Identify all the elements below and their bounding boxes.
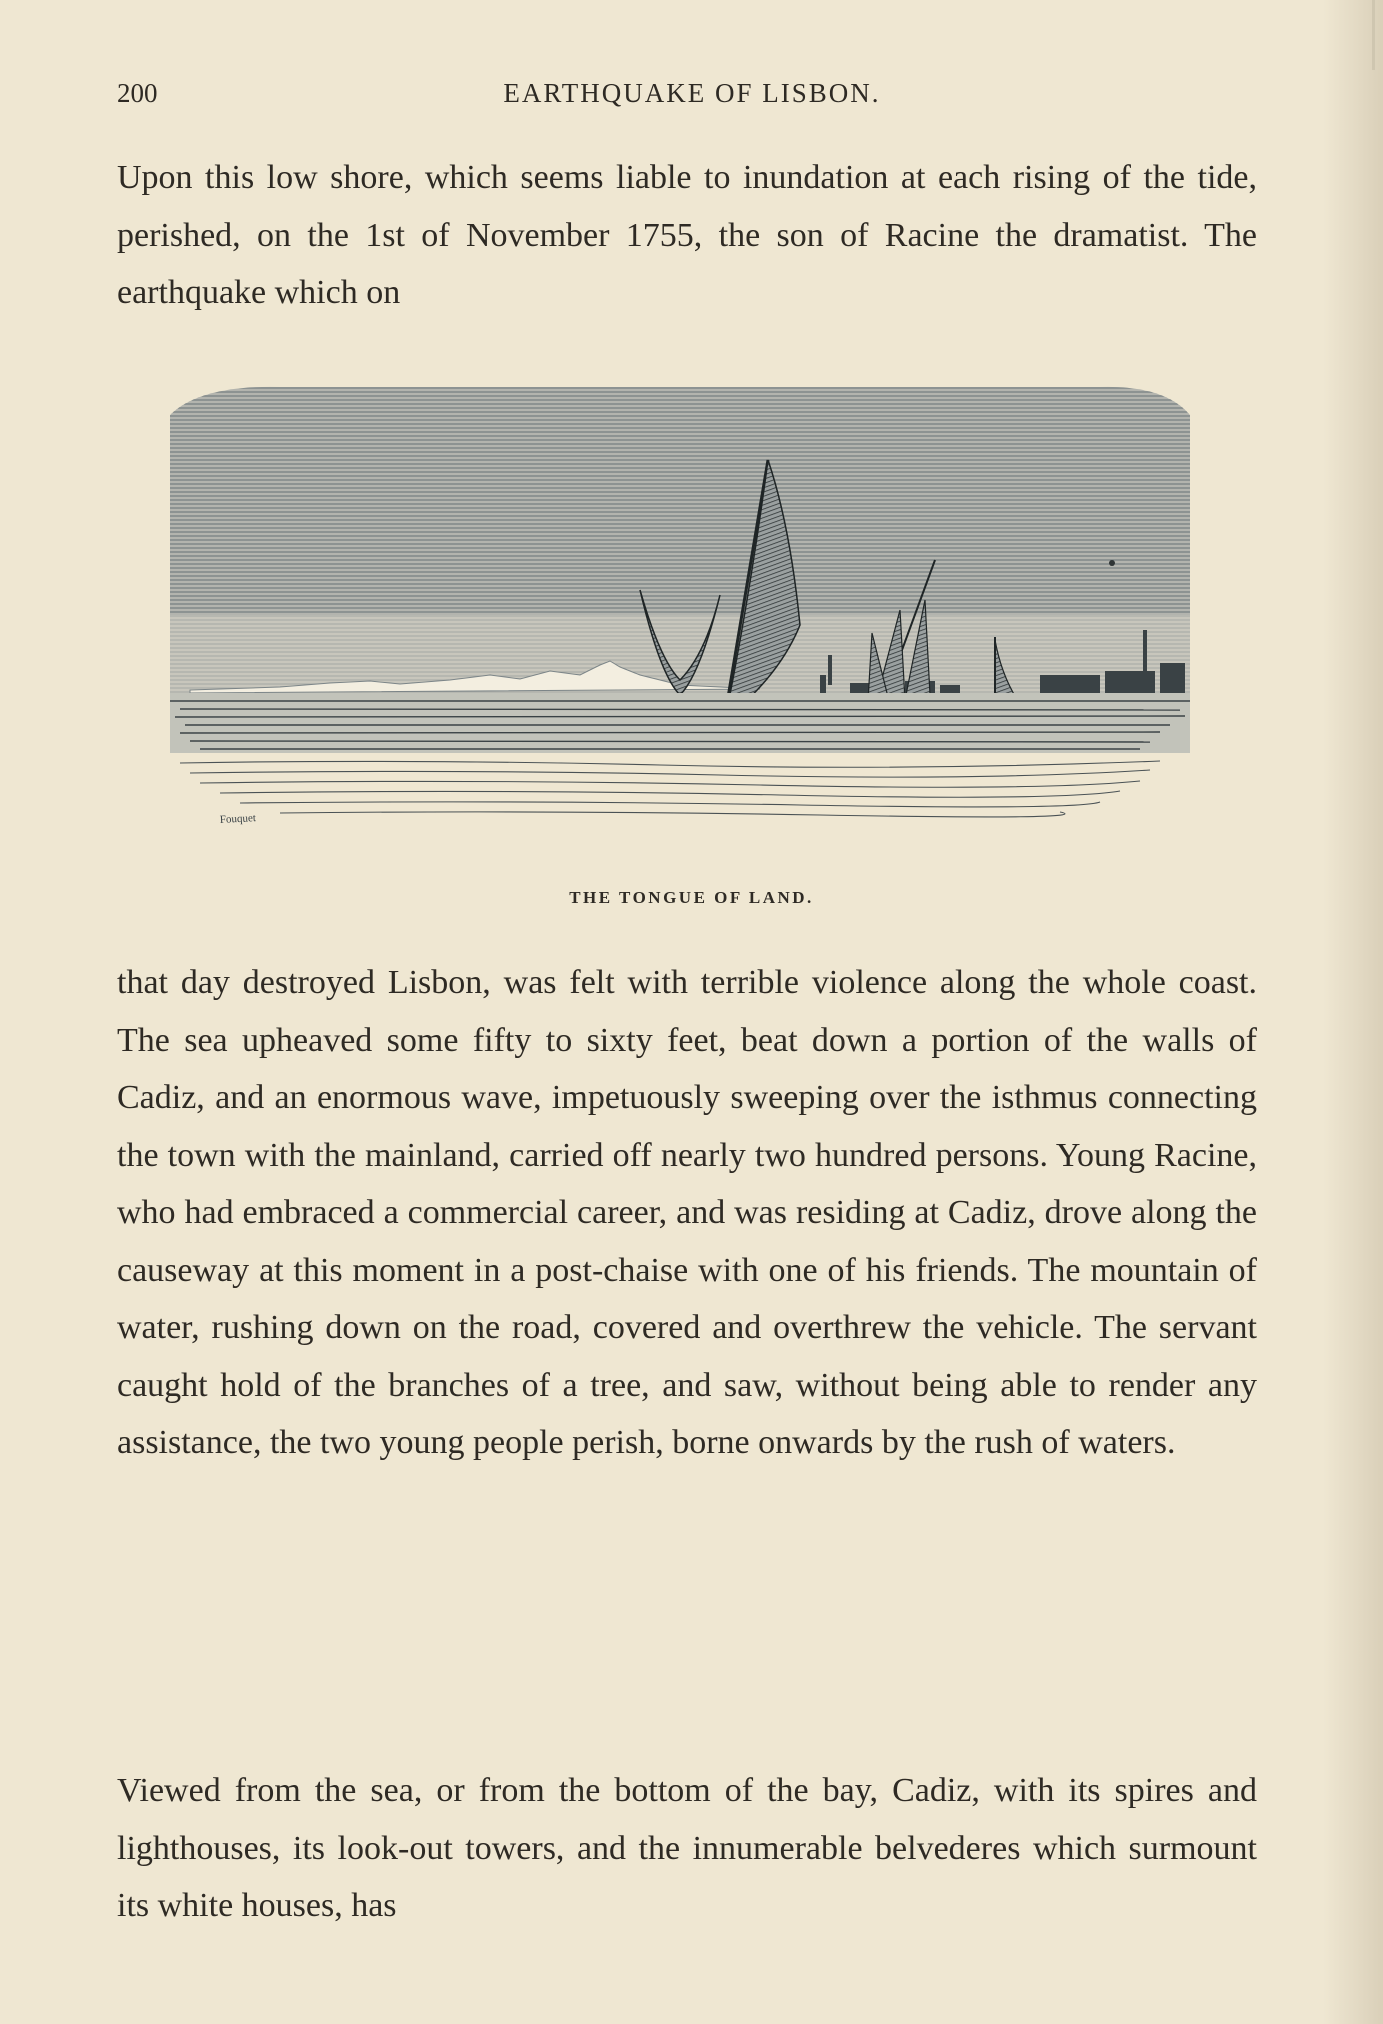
- paragraph-1: Upon this low shore, which seems liable to inundation at each rising of the tide, perished, on the 1st of November 1755, the son of Racine the dramatist. The earthquake which on: [117, 159, 1257, 311]
- engraver-signature: Fouquet: [219, 812, 257, 826]
- figure-caption: THE TONGUE OF LAND.: [569, 888, 814, 907]
- page-number: 200: [117, 78, 158, 108]
- paragraph-2: that day destroyed Lisbon, was felt with terrible violence along the whole coast. The sea upheaved some fifty to sixty feet, beat down a portion of the walls of Cadiz, and an enormous wave, impetuously sweeping over the isthmus connecting the town with the mainland, carried off nearly two hundred persons. Young Racine, who had embraced a commercial career, and was residing at Cadiz, drove along the causeway at this moment in a post-chaise with one of his friends. The mountain of water, rushing down on the road, covered and overthrew the vehicle. The servant caught hold of the branches of a tree, and saw, without being able to render any assistance, the two young people perish, borne onwards by the rush of waters.: [117, 964, 1257, 1461]
- page-edge-line: [1372, 0, 1375, 70]
- paragraph-3: Viewed from the sea, or from the bottom of the bay, Cadiz, with its spires and lighthouses, its look-out towers, and the innumerable belvederes which surmount its white houses, has: [117, 1772, 1257, 1924]
- seascape-engraving: [160, 375, 1210, 855]
- engraving-illustration: [160, 375, 1210, 855]
- page-shadow: [1323, 0, 1383, 2024]
- running-header: [117, 78, 1267, 118]
- running-title: EARTHQUAKE OF LISBON.: [503, 78, 881, 108]
